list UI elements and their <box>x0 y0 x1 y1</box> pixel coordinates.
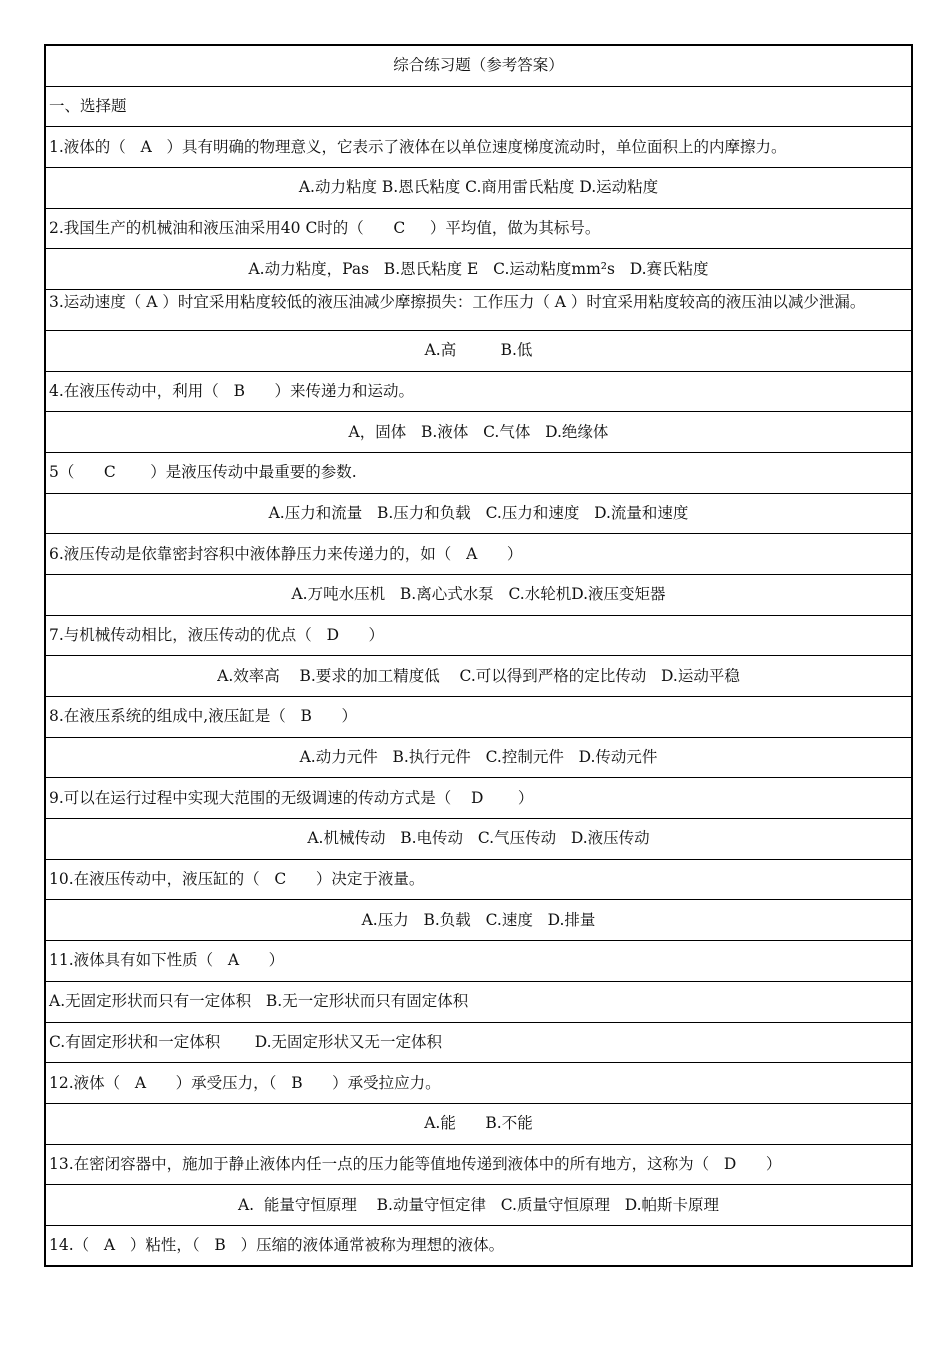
options-row: A.机械传动 B.电传动 C.气压传动 D.液压传动 <box>46 819 911 860</box>
options-row: A.效率高 B.要求的加工精度低 C.可以得到严格的定比传动 D.运动平稳 <box>46 656 911 697</box>
question-row: 5（ C ）是液压传动中最重要的参数. <box>46 453 911 494</box>
question-row: 10.在液压传动中，液压缸的（ C ）决定于液量。 <box>46 860 911 901</box>
options-row: A.压力和流量 B.压力和负载 C.压力和速度 D.流量和速度 <box>46 494 911 535</box>
options-row: A.能 B.不能 <box>46 1104 911 1145</box>
question-row: 8.在液压系统的组成中,液压缸是（ B ） <box>46 697 911 738</box>
options-row: A.万吨水压机 B.离心式水泵 C.水轮机D.液压变矩器 <box>46 575 911 616</box>
question-row: 12.液体（ A ）承受压力，（ B ）承受拉应力。 <box>46 1063 911 1104</box>
options-row: A.高 B.低 <box>46 331 911 372</box>
question-row: 11.液体具有如下性质（ A ） <box>46 941 911 982</box>
sheet-title: 综合练习题（参考答案） <box>46 46 911 87</box>
question-row: 6.液压传动是依靠密封容积中液体静压力来传递力的，如（ A ） <box>46 534 911 575</box>
question-row: C.有固定形状和一定体积 D.无固定形状又无一定体积 <box>46 1023 911 1064</box>
options-row: A，固体 B.液体 C.气体 D.绝缘体 <box>46 412 911 453</box>
question-row: 14.（ A ）粘性，（ B ）压缩的液体通常被称为理想的液体。 <box>46 1226 911 1267</box>
options-row: A.压力 B.负载 C.速度 D.排量 <box>46 900 911 941</box>
question-rows <box>46 87 911 1267</box>
question-row: 3.运动速度（ A ）时宜采用粘度较低的液压油减少摩擦损失：工作压力（ A ）时宜采用粘度较高的液压油以减少泄漏。 <box>46 290 911 331</box>
question-row: 13.在密闭容器中，施加于静止液体内任一点的压力能等值地传递到液体中的所有地方，这称为（ D ） <box>46 1145 911 1186</box>
options-row: A.动力粘度，Pas B.恩氏粘度 E C.运动粘度mm²s D.赛氏粘度 <box>46 249 911 290</box>
section-heading: 一、选择题 <box>46 87 911 128</box>
answer-sheet-table <box>44 44 913 1267</box>
question-row: 1.液体的（ A ）具有明确的物理意义，它表示了液体在以单位速度梯度流动时，单位面积上的内摩擦力。 <box>46 127 911 168</box>
options-row: A.动力粘度 B.恩氏粘度 C.商用雷氏粘度 D.运动粘度 <box>46 168 911 209</box>
question-row: 9.可以在运行过程中实现大范围的无级调速的传动方式是（ D ） <box>46 778 911 819</box>
question-row: A.无固定形状而只有一定体积 B.无一定形状而只有固定体积 <box>46 982 911 1023</box>
question-row: 7.与机械传动相比，液压传动的优点（ D ） <box>46 616 911 657</box>
question-row: 4.在液压传动中，利用（ B ）来传递力和运动。 <box>46 372 911 413</box>
question-row: 2.我国生产的机械油和液压油采用40 C时的（ C ）平均值，做为其标号。 <box>46 209 911 250</box>
options-row: A. 能量守恒原理 B.动量守恒定律 C.质量守恒原理 D.帕斯卡原理 <box>46 1185 911 1226</box>
options-row: A.动力元件 B.执行元件 C.控制元件 D.传动元件 <box>46 738 911 779</box>
